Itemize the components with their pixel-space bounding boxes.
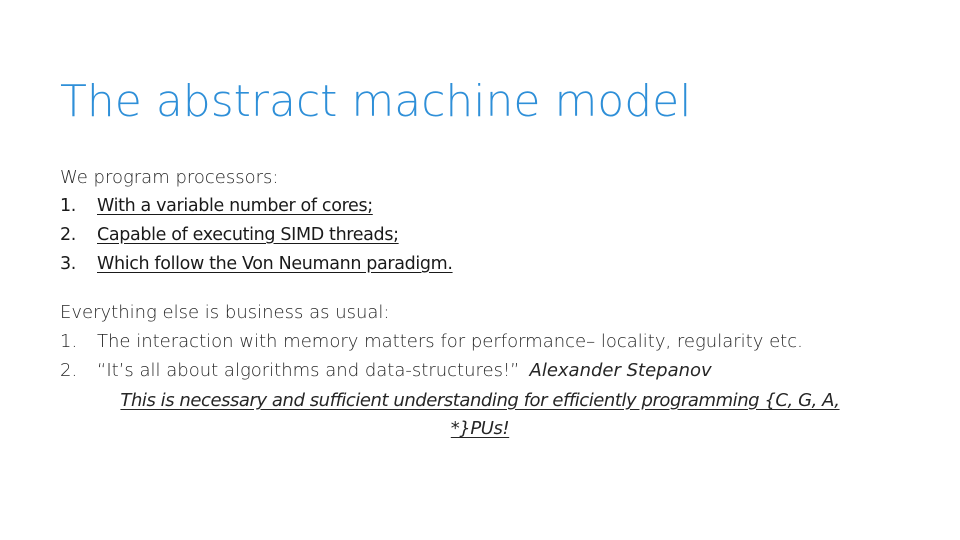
intro-text-usual: Everything else is business as usual:: [60, 302, 390, 323]
list-number: 1.: [60, 331, 78, 352]
slide-title: The abstract machine model: [60, 76, 692, 127]
usual-text: The interaction with memory matters for performance– locality, regularity etc.: [97, 331, 803, 352]
requirement-text: Capable of executing SIMD threads;: [97, 225, 399, 245]
requirement-item-1: [60, 192, 373, 221]
summary-note: [70, 387, 890, 443]
requirement-item-3: [60, 250, 453, 279]
quote-text: “It’s all about algorithms and data-structures!”: [97, 360, 520, 381]
requirement-text: With a variable number of cores;: [97, 196, 373, 216]
summary-note-line-1: This is necessary and sufficient understanding for efficiently programming {C, G, A,: [120, 390, 840, 411]
quote-attribution: Alexander Stepanov: [529, 360, 712, 381]
list-number: 2.: [60, 225, 76, 245]
summary-note-line-2: *}PUs!: [450, 418, 510, 439]
usual-item-1: [60, 327, 803, 356]
list-number: 2.: [60, 360, 78, 381]
list-number: 3.: [60, 254, 76, 274]
list-number: 1.: [60, 196, 76, 216]
requirement-text: Which follow the Von Neumann paradigm.: [97, 254, 453, 274]
intro-text-processors: We program processors:: [60, 167, 279, 188]
requirement-item-2: [60, 221, 399, 250]
usual-item-2: [60, 356, 712, 385]
